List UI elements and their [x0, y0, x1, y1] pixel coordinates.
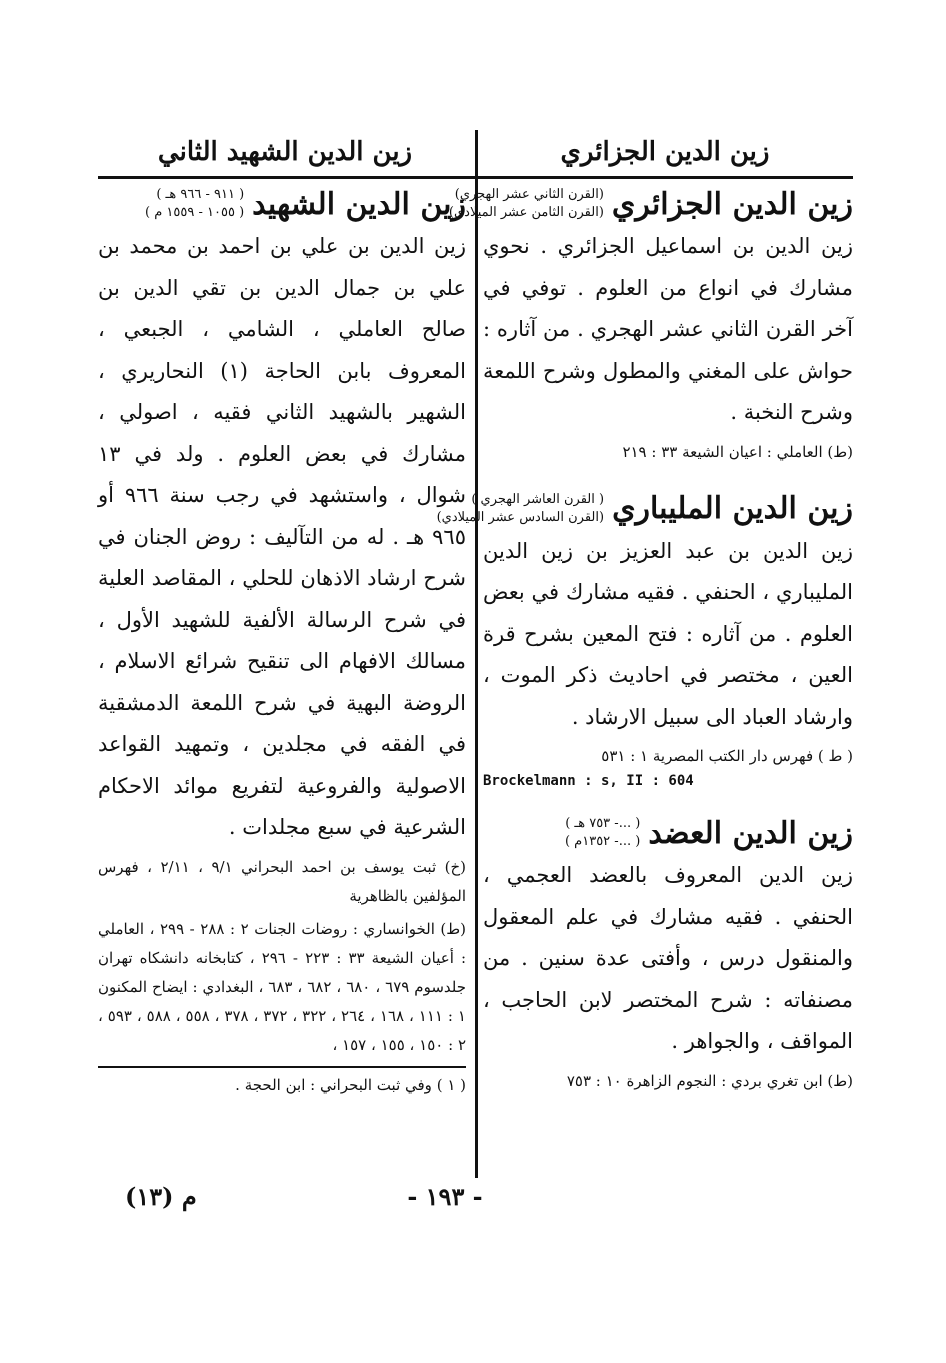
- entry-reference: (خ) ثبت يوسف بن احمد البحراني ٩/١ ، ٢/١١ ، فهرس المؤلفين بالظاهرية: [98, 857, 466, 905]
- entry-name: زين الدين المليباري: [612, 491, 853, 526]
- entry-name: زين الدين الجزائري: [611, 186, 853, 222]
- dates-gregorian: (القرن الثامن عشر الميلادي): [448, 205, 604, 220]
- page-number: - ١٩٣ -: [407, 1182, 483, 1211]
- entry-heading: [483, 815, 853, 851]
- running-header-left: زين الدين الشهيد الثاني: [157, 137, 413, 167]
- dates-hijri: ( ٩١١ - ٩٦٦ هـ ): [156, 187, 245, 202]
- dates-gregorian: ( ١٠٥٥ - ١٥٥٩ م ): [145, 205, 245, 220]
- running-header-right: زين الدين الجزائري: [560, 137, 770, 167]
- entry-dates: [449, 186, 604, 222]
- dates-gregorian: ( ...- ١٣٥٢م ): [564, 834, 641, 849]
- dates-hijri: ( ...- ٧٥٣ هـ ): [565, 816, 641, 831]
- entry-dates: [565, 815, 640, 851]
- entry-reference: (ط) ابن تغري بردي : النجوم الزاهرة ١٠ : ٧٥٣: [566, 1071, 853, 1090]
- entry-reference: (ط) الخوانساري : روضات الجنات ٢ : ٢٨٨ - ٢٩٩ ، العاملي : أعيان الشيعة ٣٣ : ٢٢٣ - ٢٩٦ ، كتابخانه دانشكاه تهران جلدسوم ٦٧٩ ، ٦٨٠ ، ٦٨٢ ، ٦٨٣ ، البغدادي : ايضاح المكنون ١ : ١١١ ، ١٦٨ ، ٢٦٤ ، ٣٢٢ ، ٣٧٢ ، ٣٧٨ ، ٥٥٨ ، ٥٨٨ ، ٥٩٣ ، ٢ : ١٥٠ ، ١٥٥ ، ١٥٧ ،: [98, 919, 467, 1054]
- entry-reference-latin: Brockelmann : s, II : 604: [483, 773, 694, 789]
- footnote-rule: [98, 1066, 466, 1068]
- entry-reference: ( ط ) فهرس دار الكتب المصرية ١ : ٥٣١: [601, 747, 853, 765]
- entry-body: زين الدين بن اسماعيل الجزائري . نحوي مشارك في انواع من العلوم . توفي في آخر القرن الثاني عشر الهجري . من آثاره : حواش على المغني والمطول وشرح اللمعة وشرح النخبة .: [483, 234, 853, 424]
- entry-dates: [145, 186, 244, 222]
- entry-reference: (ط) العاملي : اعيان الشيعة ٣٣ : ٢١٩: [622, 442, 853, 461]
- entry-heading: [98, 186, 466, 222]
- column-divider: [475, 130, 478, 1178]
- dates-gregorian: (القرن السادس عشر الميلادي): [436, 509, 605, 525]
- footnote: ( ١ ) وفي ثبت البحراني : ابن الحجة .: [235, 1075, 466, 1094]
- entry-heading: [448, 186, 853, 222]
- signature-mark: م (١٣): [125, 1182, 197, 1211]
- entry-body: زين الدين بن علي بن احمد بن محمد بن علي بن جمال الدين بن تقي الدين بن صالح العاملي ، الشامي ، الجبعي ، المعروف بابن الحاجة (١) النحاريري ، الشهير بالشهيد الثاني فقيه ، اصولي ، مشارك في بعض العلوم . ولد في ١٣ شوال ، واستشهد في رجب سنة ٩٦٦ أو ٩٦٥ هـ . له من التآليف : روض الجنان في شرح ارشاد الاذهان للحلي ، المقاصد العلية في شرح الرسالة الألفية للشهيد الأول ، مسالك الافهام الى تنقيح شرائع الاسلام ، الروضة البهية في شرح اللمعة الدمشقية في الفقه في مجلدين ، وتمهيد القواعد الاصولية والفروعية لتفريع موائد الاحكام الشرعية في سبع مجلدات .: [98, 234, 466, 839]
- dates-hijri: ( القرن العاشر الهجري ): [471, 491, 605, 507]
- right-column: [436, 180, 853, 1096]
- left-column: [98, 180, 466, 1098]
- entry-body: زين الدين بن عبد العزيز بن زين الدين المليباري ، الحنفي . فقيه مشارك في بعض العلوم . من آثاره : فتح المعين بشرح قرة العين ، مختصر في احاديث ذكر الموت ، وارشاد العباد الى سبيل الارشاد .: [483, 538, 853, 729]
- entry-name: زين الدين الشهيد: [252, 186, 466, 222]
- entry-name: زين الدين العضد: [648, 815, 853, 851]
- entry-heading: [436, 491, 853, 527]
- entry-body: زين الدين المعروف بالعضد العجمي ، الحنفي . فقيه مشارك في علم المعقول والمنقول درس ، وأفتى عدة سنين . من مصنفاته : شرح المختصر لابن الحاجب ، المواقف ، والجواهر .: [483, 863, 853, 1053]
- dates-hijri: (القرن الثاني عشر الهجري): [454, 187, 604, 202]
